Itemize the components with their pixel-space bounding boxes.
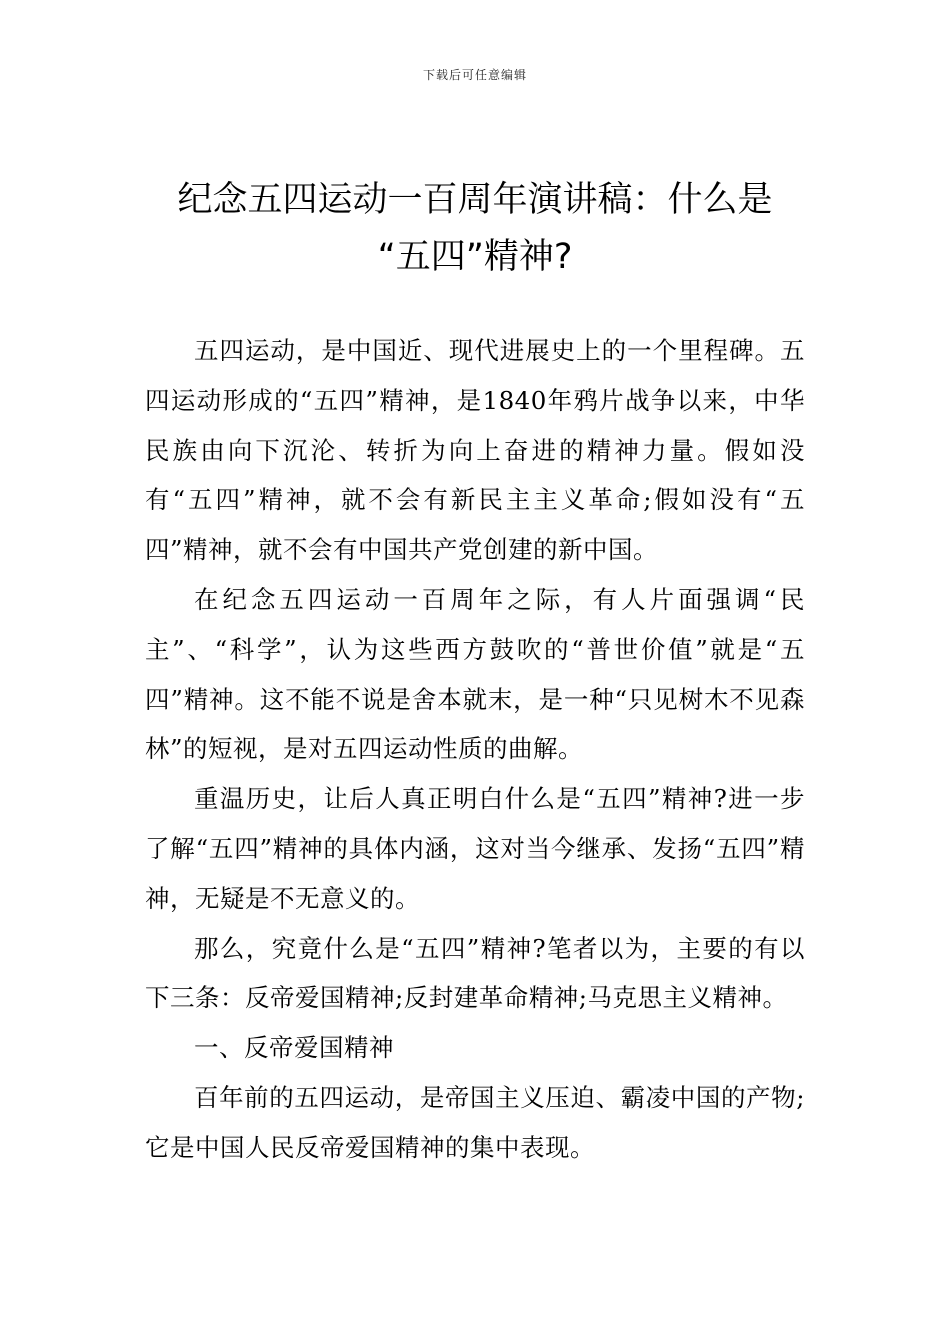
paragraph-4: 那么，究竟什么是“五四”精神?笔者以为，主要的有以下三条：反帝爱国精神;反封建革命精神;马克思主义精神。	[145, 933, 805, 1013]
document-body	[145, 326, 805, 1173]
section-heading-1: 一、反帝爱国精神	[194, 1033, 394, 1063]
paragraph-3: 重温历史，让后人真正明白什么是“五四”精神?进一步了解“五四”精神的具体内涵，这对当今继承、发扬“五四”精神，无疑是不无意义的。	[145, 784, 805, 913]
paragraph-5: 百年前的五四运动，是帝国主义压迫、霸凌中国的产物;它是中国人民反帝爱国精神的集中表现。	[145, 1082, 805, 1162]
paragraph-2: 在纪念五四运动一百周年之际，有人片面强调“民主”、“科学”，认为这些西方鼓吹的“普世价值”就是“五四”精神。这不能不说是舍本就末，是一种“只见树木不见森林”的短视，是对五四运动性质的曲解。	[145, 584, 805, 764]
header-note: 下载后可任意编辑	[422, 68, 527, 82]
document-title	[145, 172, 805, 286]
title-line-1: 纪念五四运动一百周年演讲稿：什么是	[177, 180, 773, 220]
paragraph-1: 五四运动，是中国近、现代进展史上的一个里程碑。五四运动形成的“五四”精神，是1840年鸦片战争以来，中华民族由向下沉沦、转折为向上奋进的精神力量。假如没有“五四”精神，就不会有新民主主义革命;假如没有“五四”精神，就不会有中国共产党创建的新中国。	[145, 336, 805, 565]
title-line-2: “五四”精神?	[377, 237, 573, 277]
